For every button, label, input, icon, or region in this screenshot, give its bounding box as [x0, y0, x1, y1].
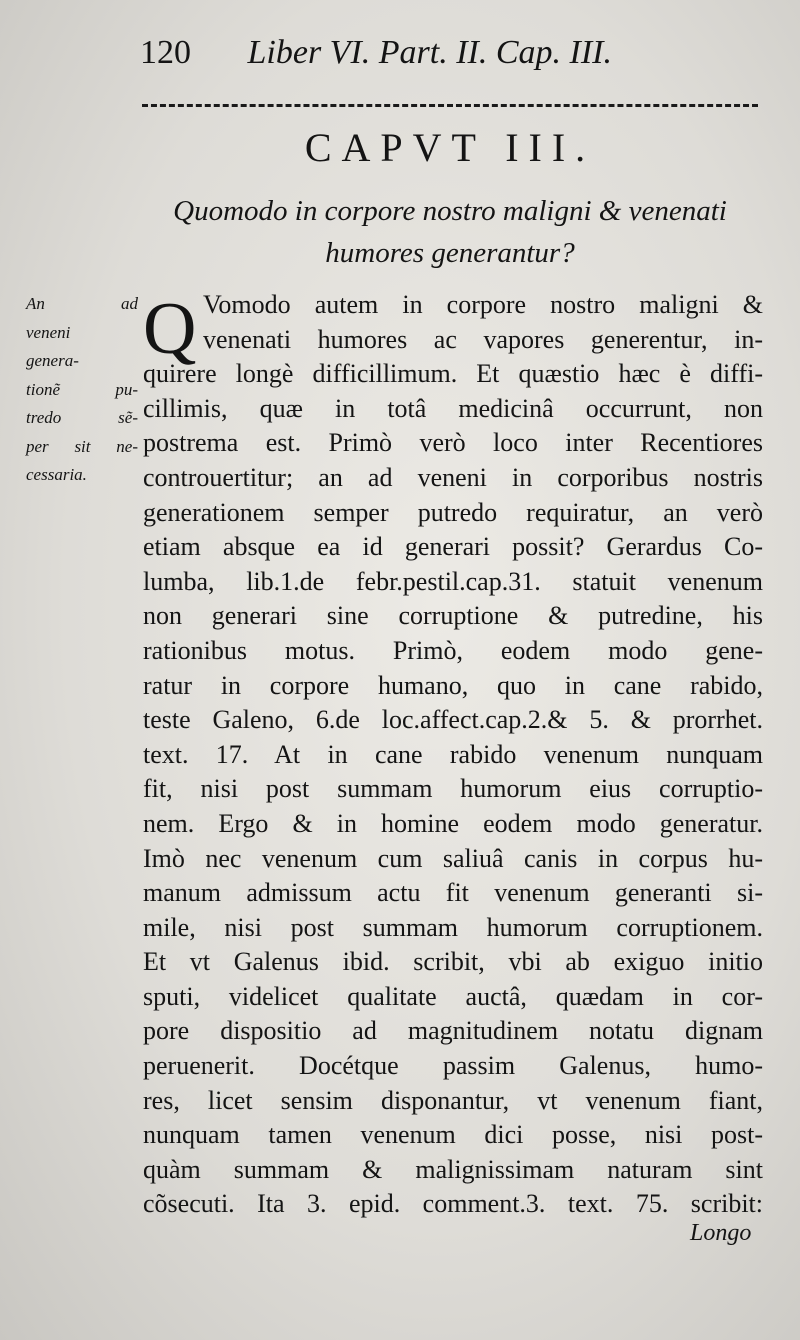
body-line: nem. Ergo & in homine eodem modo generatur. [143, 808, 763, 838]
marginal-line: tionẽ pu- [26, 379, 138, 399]
body-line: text. 17. At in cane rabido venenum nunquam [143, 739, 763, 769]
marginal-line: per sit ne- [26, 436, 138, 456]
marginal-line: cessaria. [26, 465, 87, 484]
catchword: Longo [690, 1220, 752, 1246]
marginal-line: tredo sẽ- [26, 408, 138, 427]
body-line: Vomodo autem in corpore nostro maligni & [203, 290, 763, 319]
chapter-title: CAPVT III. [304, 125, 596, 170]
running-title: Liber VI. Part. II. Cap. III. [247, 34, 613, 71]
body-line: res, licet sensim disponantur, vt venenum fiant, [143, 1085, 763, 1115]
body-line: sputi, videlicet qualitate auctâ, quædam in cor- [143, 981, 763, 1011]
chapter-subtitle [140, 190, 760, 274]
page-number: 120 [140, 34, 191, 71]
body-line: generationem semper putredo requiratur, an verò [143, 497, 763, 527]
body-line: etiam absque ea id generari possit? Gerardus Co- [143, 532, 763, 562]
subtitle-line: Quomodo in corpore nostro maligni & venenati [173, 195, 727, 227]
marginal-line: veneni [26, 322, 71, 342]
body-line: controuertitur; an ad veneni in corporibus nostris [143, 462, 763, 492]
body-line: pore dispositio ad magnitudinem notatu dignam [143, 1016, 763, 1046]
body-line: venenati humores ac vapores generentur, in- [203, 324, 763, 354]
header-rule [142, 104, 758, 107]
body-line: ratur in corpore humano, quo in cane rabido, [143, 670, 763, 700]
body-line: fit, nisi post summam humorum eius corruptio- [143, 774, 763, 804]
marginal-line: genera- [26, 351, 79, 370]
body-line: postrema est. Primò verò loco inter Recentiores [143, 428, 763, 458]
body-line: non generari sine corruptione & putredine, his [143, 601, 763, 631]
body-text [143, 288, 763, 1222]
body-line: lumba, lib.1.de febr.pestil.cap.31. statuit venenum [143, 566, 763, 596]
body-line: cillimis, quæ in totâ medicinâ occurrunt, non [143, 393, 763, 423]
drop-cap: Q [143, 288, 197, 370]
body-line: cõsecuti. Ita 3. epid. comment.3. text. 75. scribit: [143, 1189, 763, 1219]
body-line: rationibus motus. Primò, eodem modo gene- [143, 635, 763, 665]
body-line: Imò nec venenum cum saliuâ canis in corpus hu- [143, 843, 763, 873]
marginal-note [26, 290, 138, 490]
body-line: peruenerit. Docétque passim Galenus, humo- [143, 1051, 763, 1081]
body-line: quirere longè difficillimum. Et quæstio hæc è diffi- [143, 359, 763, 389]
marginal-line: An ad [26, 294, 138, 313]
body-line: mile, nisi post summam humorum corruptionem. [143, 912, 763, 942]
subtitle-line: humores generantur? [325, 237, 575, 269]
running-head [140, 34, 700, 74]
body-line: nunquam tamen venenum dici posse, nisi post- [143, 1120, 763, 1150]
body-line: Et vt Galenus ibid. scribit, vbi ab exiguo initio [143, 947, 763, 977]
body-line: manum admissum actu fit venenum generanti si- [143, 878, 763, 908]
body-line: quàm summam & malignissimam naturam sint [143, 1154, 763, 1184]
body-line: teste Galeno, 6.de loc.affect.cap.2.& 5. & prorrhet. [143, 705, 763, 735]
